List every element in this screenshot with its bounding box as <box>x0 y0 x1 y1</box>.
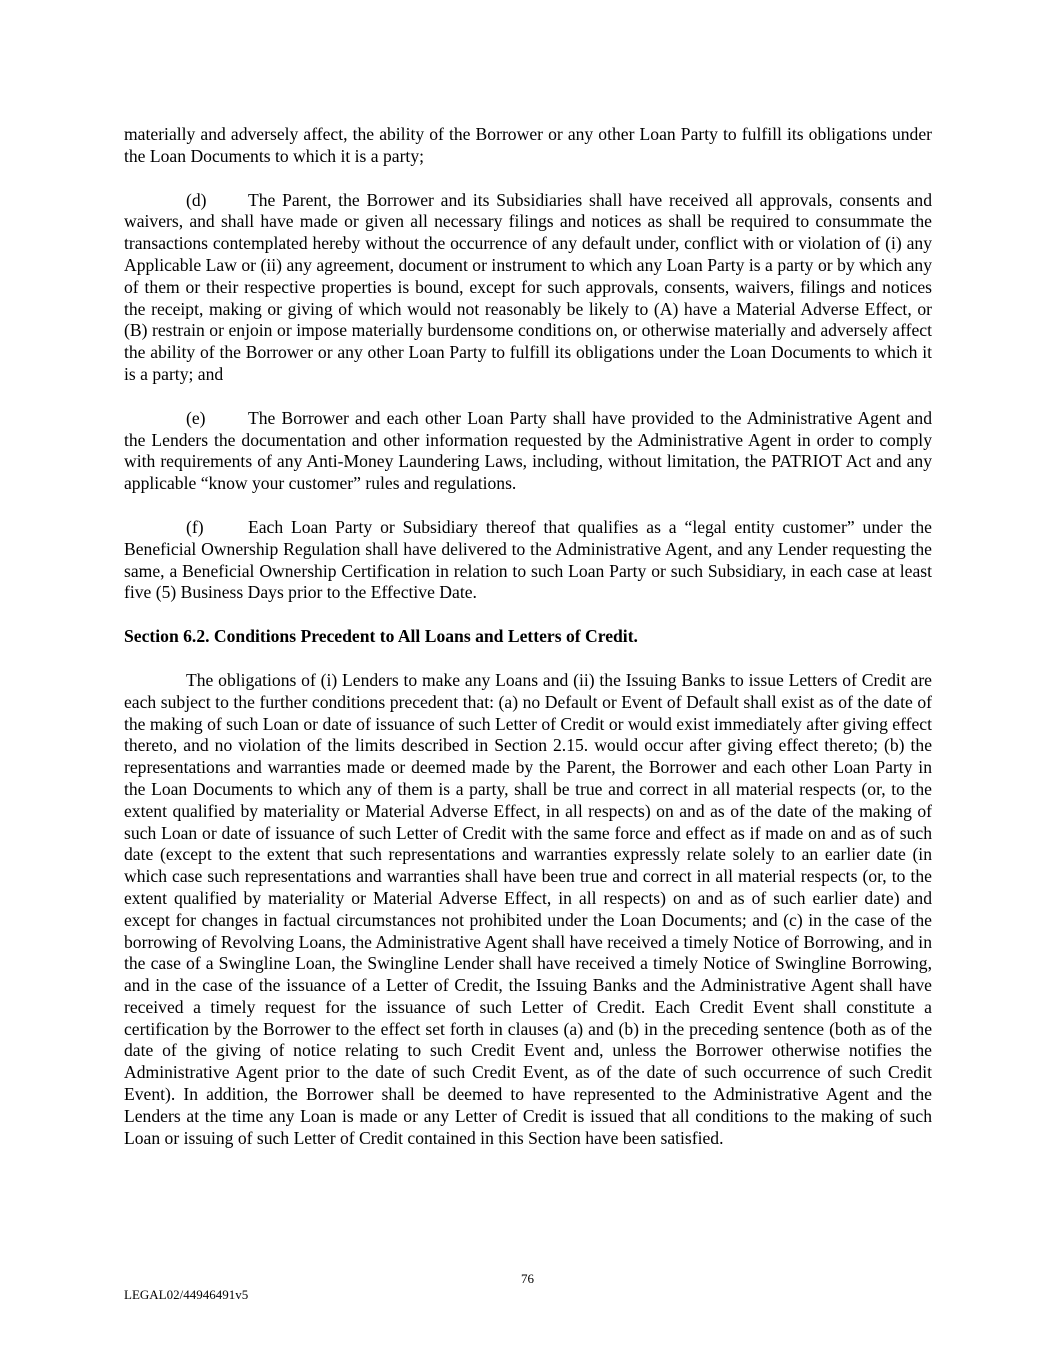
document-body <box>124 124 932 1171</box>
paragraph-f <box>124 517 932 604</box>
clause-label-e: (e) <box>186 407 206 428</box>
paragraph-d <box>124 190 932 386</box>
clause-label-f: (f) <box>186 516 204 537</box>
clause-label-d: (d) <box>186 189 207 210</box>
clause-text-d: The Parent, the Borrower and its Subsidiaries shall have received all approvals, consents and waivers, and shall have made or given all necessary filings and notices as shall be required to consummate the transactions contemplated hereby without the occurrence of any default under, conflict with or violation of (i) any Applicable Law or (ii) any agreement, document or instrument to which any Loan Party is a party or by which any of them or their respective properties is bound, except for such approvals, consents, waivers, filings and notices the receipt, making or giving of which would not reasonably be likely to (A) have a Material Adverse Effect, or (B) restrain or enjoin or impose materially burdensome conditions on, or otherwise materially and adversely affect the ability of the Borrower or any other Loan Party to fulfill its obligations under the Loan Documents to which it is a party; and <box>124 189 932 384</box>
paragraph-continuation: materially and adversely affect, the ability of the Borrower or any other Loan Party to fulfill its obligations under the Loan Documents to which it is a party; <box>124 124 932 166</box>
paragraph-e <box>124 408 932 495</box>
section-heading: Section 6.2. Conditions Precedent to All Loans and Letters of Credit. <box>124 626 638 647</box>
section-body-paragraph: The obligations of (i) Lenders to make any Loans and (ii) the Issuing Banks to issue Letters of Credit are each subject to the further conditions precedent that: (a) no Default or Event of Default shall exist as of the date of the making of such Loan or date of issuance of such Letter of Credit or would exist immediately after giving effect thereto, and no violation of the limits described in Section 2.15. would occur after giving effect thereto; (b) the representations and warranties made or deemed made by the Parent, the Borrower and each other Loan Party in the Loan Documents to which any of them is a party, shall be true and correct in all material respects (or, to the extent qualified by materiality or Material Adverse Effect, in all respects) on and as of the date of the making of such Loan or date of issuance of such Letter of Credit with the same force and effect as if made on and as of such date (except to the extent that such representations and warranties expressly relate solely to an earlier date (in which case such representations and warranties shall have been true and correct in all material respects (or, to the extent qualified by materiality or Material Adverse Effect, in all respects) on and as of such earlier date) and except for changes in factual circumstances not prohibited under the Loan Documents; and (c) in the case of the borrowing of Revolving Loans, the Administrative Agent shall have received a timely Notice of Borrowing, and in the case of a Swingline Loan, the Swingline Lender shall have received a timely Notice of Swingline Borrowing, and in the case of the issuance of a Letter of Credit, the Issuing Banks and the Administrative Agent shall have received a timely request for the issuance of such Letter of Credit. Each Credit Event shall constitute a certification by the Borrower to the effect set forth in clauses (a) and (b) in the preceding sentence (both as of the date of the giving of notice relating to such Credit Event and, unless the Borrower otherwise notifies the Administrative Agent prior to the date of such Credit Event, as of the date of such occurrence of such Credit Event). In addition, the Borrower shall be deemed to have represented to the Administrative Agent and the Lenders at the time any Loan is made or any Letter of Credit is issued that all conditions to the making of such Loan or issuing of such Letter of Credit contained in this Section have been satisfied. <box>124 669 932 1148</box>
clause-text-f: Each Loan Party or Subsidiary thereof that qualifies as a “legal entity customer” under the Beneficial Ownership Regulation shall have delivered to the Administrative Agent, and any Lender requesting the same, a Beneficial Ownership Certification in relation to such Loan Party or such Subsidiary, in each case at least five (5) Business Days prior to the Effective Date. <box>124 516 932 603</box>
document-id: LEGAL02/44946491v5 <box>124 1287 249 1302</box>
page-number: 76 <box>521 1271 534 1286</box>
clause-text-e: The Borrower and each other Loan Party shall have provided to the Administrative Agent and the Lenders the documentation and other information requested by the Administrative Agent in order to comply with requirements of any Anti-Money Laundering Laws, including, without limitation, the PATRIOT Act and any applicable “know your customer” rules and regulations. <box>124 407 932 494</box>
